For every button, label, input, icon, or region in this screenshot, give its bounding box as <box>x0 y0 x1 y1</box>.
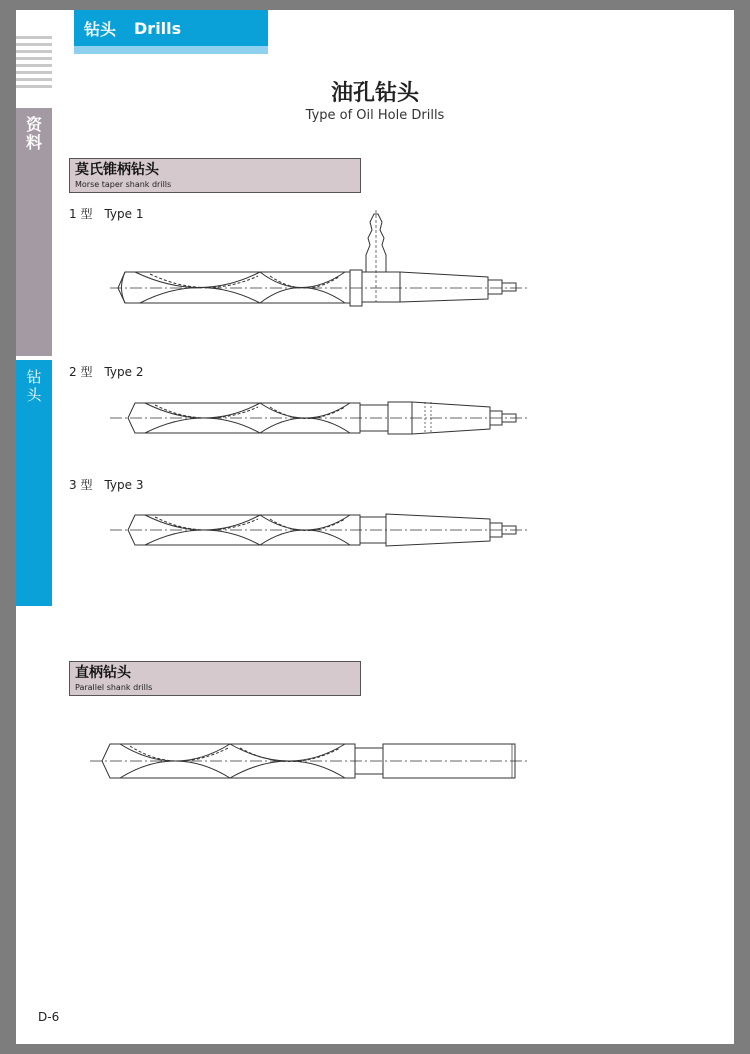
page-subtitle: Type of Oil Hole Drills <box>305 108 445 123</box>
type-3-name: Type 3 <box>104 478 144 492</box>
header-cn: 钻头 <box>84 19 117 39</box>
section-parallel-header <box>69 661 361 696</box>
type-2-number: 2 型 <box>69 365 93 379</box>
page-number: D-6 <box>38 1010 60 1024</box>
header-en: Drills <box>134 18 182 38</box>
header-underline <box>74 46 268 54</box>
type-2-label <box>69 363 143 380</box>
type-3-label <box>69 476 143 493</box>
type-1-drill-drawing <box>80 205 540 315</box>
side-tab-drills[interactable] <box>16 360 52 606</box>
side-tab-reference-char: 资 <box>25 115 42 134</box>
side-tab-reference-char: 料 <box>25 133 42 152</box>
side-tab-drills-char: 头 <box>26 386 42 404</box>
side-tab-reference[interactable] <box>16 108 52 356</box>
type-1-name: Type 1 <box>104 207 144 221</box>
type-3-number: 3 型 <box>69 478 93 492</box>
page-title: 油孔钻头 <box>330 81 419 106</box>
section-morse-subtitle: Morse taper shank drills <box>75 180 172 189</box>
type-2-name: Type 2 <box>104 365 144 379</box>
section-parallel-title: 直柄钻头 <box>75 665 131 681</box>
header-tab <box>74 10 268 46</box>
section-parallel-subtitle: Parallel shank drills <box>75 683 153 692</box>
section-morse-header <box>69 158 361 193</box>
parallel-drill-drawing <box>80 730 540 790</box>
section-morse-title: 莫氏锥柄钻头 <box>75 162 159 178</box>
side-tab-drills-char: 钻 <box>26 368 42 386</box>
type-2-drill-drawing <box>80 395 540 445</box>
type-1-number: 1 型 <box>69 207 93 221</box>
type-3-drill-drawing <box>80 505 540 557</box>
